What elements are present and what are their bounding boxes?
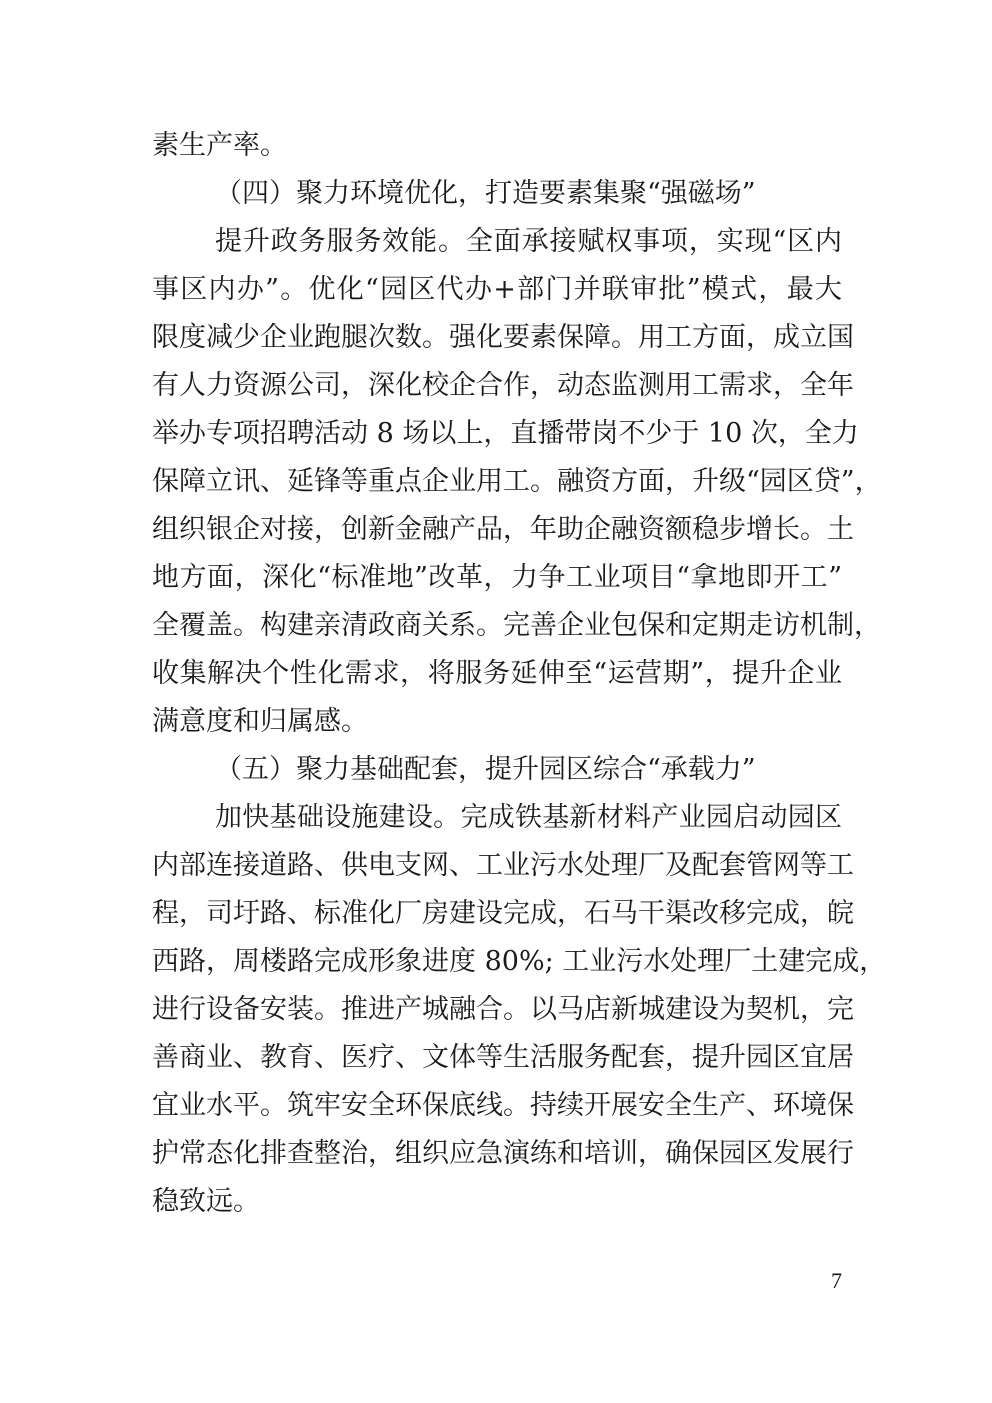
text-line: 内部连接道路、供电支网、工业污水处理厂及配套管网等工 xyxy=(152,850,854,881)
text-line: 稳致远。 xyxy=(152,1186,260,1217)
text-line: 加快基础设施建设。完成铁基新材料产业园启动园区 xyxy=(215,802,842,833)
text-line: 保障立讯、延锋等重点企业用工。融资方面，升级“园区贷”， xyxy=(152,466,882,497)
section-heading: （四）聚力环境优化，打造要素集聚“强磁场” xyxy=(215,178,756,209)
text-line: 全覆盖。构建亲清政商关系。完善企业包保和定期走访机制， xyxy=(152,610,881,641)
text-line: 护常态化排查整治，组织应急演练和培训，确保园区发展行 xyxy=(152,1138,854,1169)
text-line: 限度减少企业跑腿次数。强化要素保障。用工方面，成立国 xyxy=(152,322,854,353)
section-heading: （五）聚力基础配套，提升园区综合“承载力” xyxy=(215,754,756,785)
text-line: 有人力资源公司，深化校企合作，动态监测用工需求，全年 xyxy=(152,370,854,401)
text-line: 提升政务服务效能。全面承接赋权事项，实现“区内 xyxy=(215,226,842,257)
text-line: 善商业、教育、医疗、文体等生活服务配套，提升园区宜居 xyxy=(152,1042,854,1073)
text-line: 素生产率。 xyxy=(152,130,287,161)
text-line: 举办专项招聘活动 8 场以上，直播带岗不少于 10 次，全力 xyxy=(152,418,859,449)
text-line: 组织银企对接，创新金融产品，年助企融资额稳步增长。土 xyxy=(152,514,854,545)
text-line: 收集解决个性化需求，将服务延伸至“运营期”，提升企业 xyxy=(152,658,842,689)
text-line: 宜业水平。筑牢安全环保底线。持续开展安全生产、环境保 xyxy=(152,1090,854,1121)
text-line: 满意度和归属感。 xyxy=(152,706,368,737)
text-line: 事区内办”。优化“园区代办+部门并联审批”模式，最大 xyxy=(152,274,842,305)
page-number: 7 xyxy=(831,1268,842,1293)
text-line: 西路，周楼路完成形象进度 80%; 工业污水处理厂土建完成， xyxy=(152,946,887,977)
text-line: 程，司圩路、标准化厂房建设完成，石马干渠改移完成，皖 xyxy=(152,898,854,929)
text-line: 进行设备安装。推进产城融合。以马店新城建设为契机，完 xyxy=(152,994,854,1025)
text-line: 地方面，深化“标准地”改革，力争工业项目“拿地即开工” xyxy=(152,562,842,593)
